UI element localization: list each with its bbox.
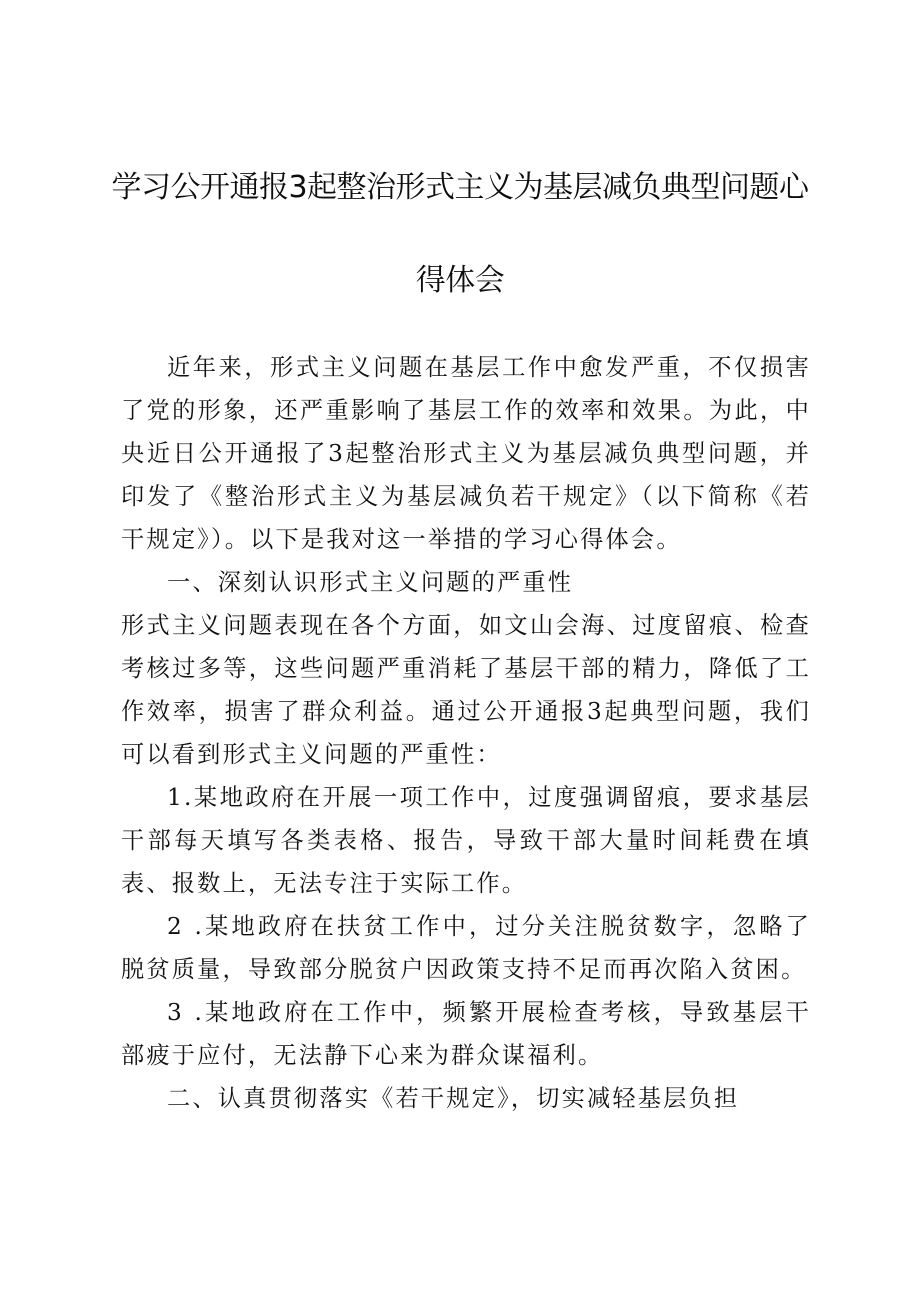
section-heading-2: 二、认真贯彻落实《若干规定》，切实减轻基层负担 — [167, 1085, 740, 1112]
section-1-paragraph: 形式主义问题表现在各个方面，如文山会海、过度留痕、检查考核过多等，这些问题严重消耗了基层干部的精力，降低了工作效率，损害了群众利益。通过公开通报3起典型问题，我们可以看到形式主义问题的严重性： — [121, 612, 811, 768]
list-item-1: 1.某地政府在开展一项工作中，过度强调留痕，要求基层干部每天填写各类表格、报告，导致干部大量时间耗费在填表、报数上，无法专注于实际工作。 — [121, 784, 811, 897]
intro-paragraph: 近年来，形式主义问题在基层工作中愈发严重，不仅损害了党的形象，还严重影响了基层工作的效率和效果。为此，中央近日公开通报了3起整治形式主义为基层减负典型问题，并印发了《整治形式主义为基层减负若干规定》（以下简称《若干规定》）。以下是我对这一举措的学习心得体会。 — [121, 354, 811, 553]
document-title-line-2: 得体会 — [415, 263, 505, 298]
document-body — [121, 346, 811, 1120]
section-heading-1: 一、深刻认识形式主义问题的严重性 — [167, 569, 574, 596]
list-item-3: 3 .某地政府在工作中，频繁开展检查考核，导致基层干部疲于应付，无法静下心来为群众谋福利。 — [121, 999, 811, 1069]
list-item-2: 2 .某地政府在扶贫工作中，过分关注脱贫数字，忽略了脱贫质量，导致部分脱贫户因政策支持不足而再次陷入贫困。 — [121, 913, 811, 983]
document-title-line-1: 学习公开通报3起整治形式主义为基层减负典型问题心 — [111, 170, 809, 205]
